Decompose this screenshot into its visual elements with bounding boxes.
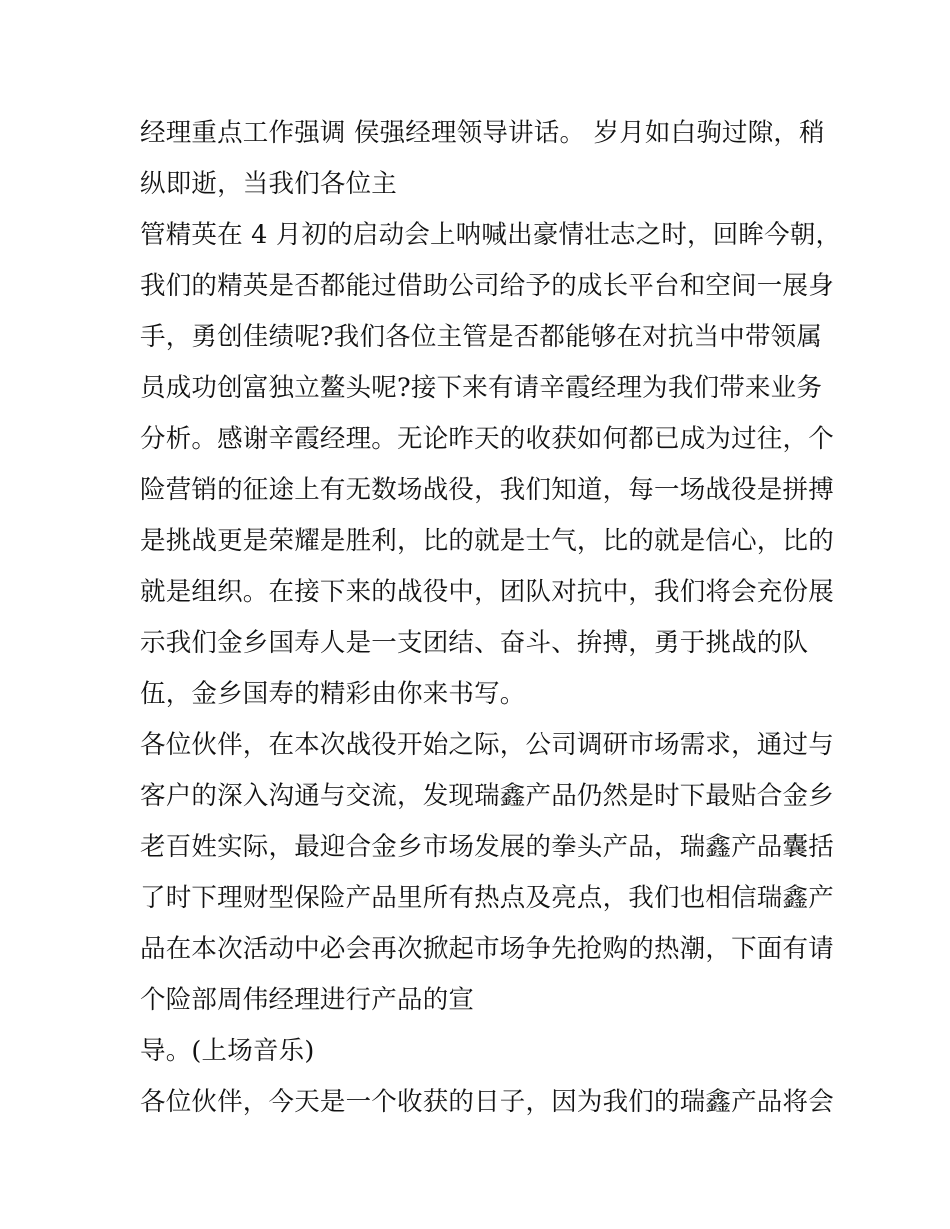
- text-line: 示我们金乡国寿人是一支团结、奋斗、拚搏，勇于挑战的队: [140, 628, 809, 658]
- text-line: 个险部周伟经理进行产品的宣: [140, 985, 475, 1015]
- text-line: 员成功创富独立鳌头呢?接下来有请辛霞经理为我们带来业务: [140, 373, 823, 403]
- text-line: 管精英在 4 月初的启动会上呐喊出豪情壮志之时，回眸今朝，: [140, 220, 842, 250]
- text-line: 经理重点工作强调 侯强经理领导讲话。 岁月如白驹过隙，稍: [140, 118, 825, 148]
- text-line: 品在本次活动中必会再次掀起市场争先抢购的热潮，下面有请: [140, 934, 834, 964]
- text-line: 手，勇创佳绩呢?我们各位主管是否都能够在对抗当中带领属: [140, 322, 823, 352]
- text-line: 就是组织。在接下来的战役中，团队对抗中，我们将会充份展: [140, 577, 834, 607]
- text-line: 是挑战更是荣耀是胜利，比的就是士气，比的就是信心，比的: [140, 526, 834, 556]
- text-line: 各位伙伴，今天是一个收获的日子，因为我们的瑞鑫产品将会: [140, 1087, 834, 1117]
- text-line: 险营销的征途上有无数场战役，我们知道，每一场战役是拼搏: [140, 475, 834, 505]
- text-line: 客户的深入沟通与交流，发现瑞鑫产品仍然是时下最贴合金乡: [140, 781, 834, 811]
- text-line: 导。(上场音乐): [140, 1036, 315, 1066]
- text-line: 老百姓实际，最迎合金乡市场发展的拳头产品，瑞鑫产品囊括: [140, 832, 834, 862]
- text-line: 伍，金乡国寿的精彩由你来书写。: [140, 679, 526, 709]
- text-line: 各位伙伴，在本次战役开始之际，公司调研市场需求，通过与: [140, 730, 834, 760]
- text-line: 我们的精英是否都能过借助公司给予的成长平台和空间一展身: [140, 271, 834, 301]
- body-text: [140, 108, 842, 1128]
- text-line: 分析。感谢辛霞经理。无论昨天的收获如何都已成为过往，个: [140, 424, 834, 454]
- text-line: 了时下理财型保险产品里所有热点及亮点，我们也相信瑞鑫产: [140, 883, 834, 913]
- text-line: 纵即逝，当我们各位主: [140, 169, 398, 199]
